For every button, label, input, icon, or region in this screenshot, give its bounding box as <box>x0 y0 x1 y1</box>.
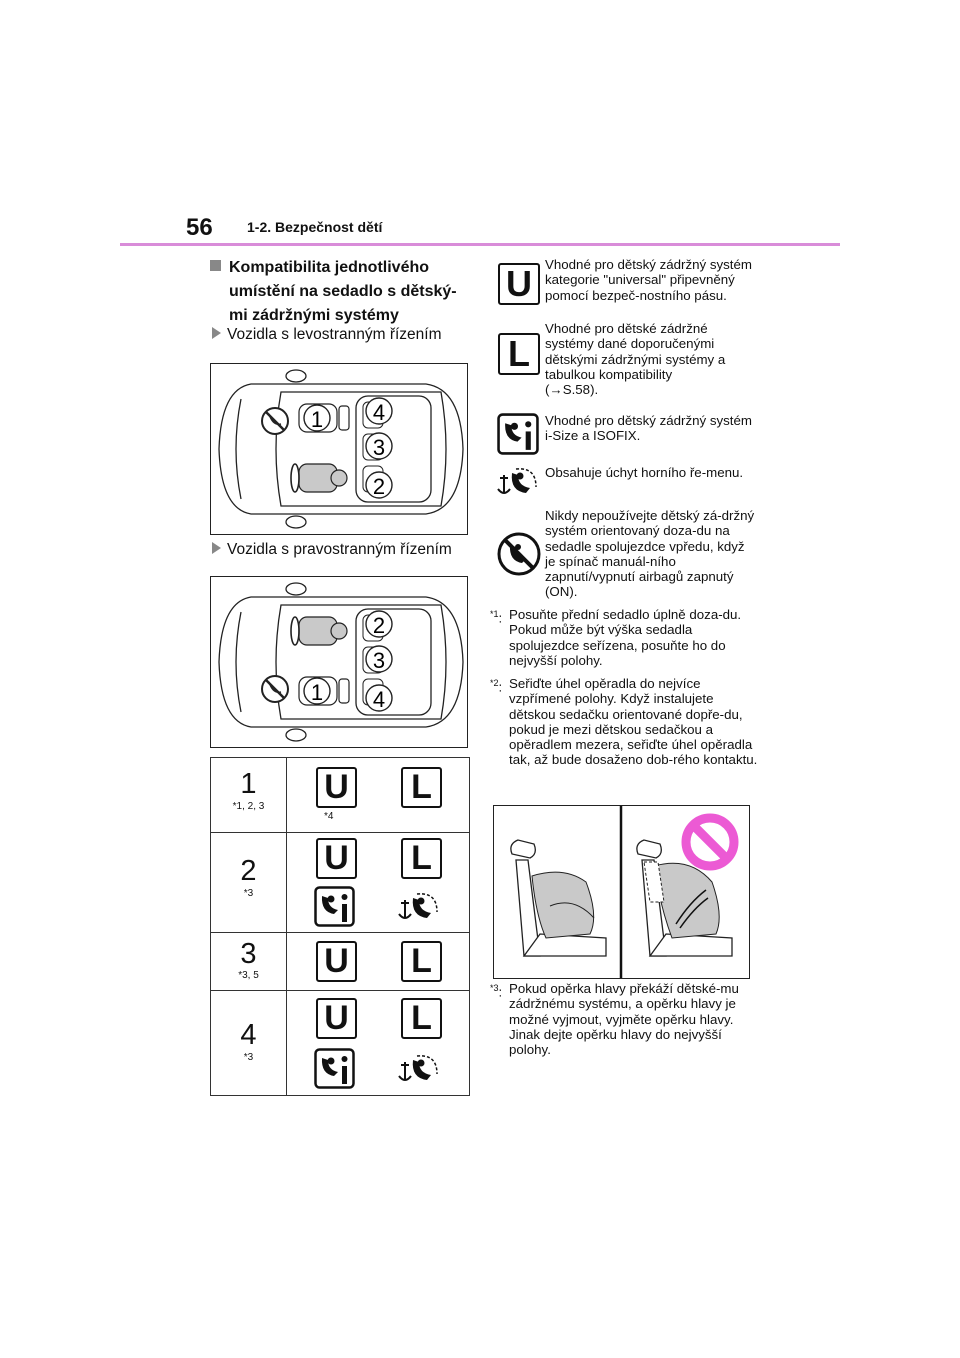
legend-isize: Vhodné pro dětský zádržný systém i-Size a ISOFIX. <box>545 413 752 444</box>
no-rear-facing-airbag-icon <box>496 531 542 577</box>
table-divider <box>211 932 469 933</box>
svg-text:4: 4 <box>372 400 386 425</box>
note-3-text <box>509 981 758 1057</box>
isize-isofix-icon <box>497 413 539 455</box>
seat-note: *3 <box>243 1052 254 1063</box>
anchor-tether-icon <box>397 886 442 927</box>
seat-number: 2 <box>240 855 257 887</box>
seat-note: *3, 5 <box>238 970 259 981</box>
icon-note: *4 <box>324 811 334 822</box>
specific-l-icon: L <box>401 767 442 808</box>
note-3 <box>490 981 758 1057</box>
universal-u-icon: U <box>316 767 357 808</box>
seat-note: *3 <box>243 888 254 899</box>
header-rule <box>120 243 840 246</box>
car-top-view-lhd-icon <box>211 364 467 534</box>
rhd-label: Vozidla s pravostranným řízením <box>227 541 452 558</box>
rhd-subheading <box>212 541 452 559</box>
legend-specific-text: Vhodné pro dětské zádržné systémy dané doporučenými dětskými zádržnými systémy a tabulkou kompatibility <box>545 321 726 382</box>
table-divider <box>211 832 469 833</box>
rhd-car-diagram <box>210 576 468 748</box>
svg-text:2: 2 <box>372 474 386 499</box>
arrow-bullet-icon <box>212 327 221 339</box>
seat-number: 1 <box>240 768 257 800</box>
note-marker: $^{*2}$: <box>490 678 503 695</box>
legend-no-airbag: Nikdy nepoužívejte dětský zá-držný systém orientovaný doza-du na sedadle spolujezdce vpředu, když je spínač manuál-ního zapnutí/vypnutí airbagů zapnutý (ON). <box>545 508 755 600</box>
lhd-subheading <box>212 326 442 344</box>
universal-u-icon: U <box>498 263 540 305</box>
legend-specific <box>545 321 757 397</box>
seat-compatibility-table <box>210 757 470 1096</box>
svg-text:1: 1 <box>310 407 324 432</box>
svg-text:1: 1 <box>310 680 324 705</box>
anchor-tether-icon <box>397 1048 442 1089</box>
table-divider <box>211 990 469 991</box>
universal-u-icon: U <box>316 998 357 1039</box>
heading-text: Kompatibilita jednotlivého umístění na sedadlo s dětský-mi zádržnými systémy <box>229 259 457 324</box>
svg-text:3: 3 <box>372 648 386 673</box>
heading-bullet-icon <box>210 260 221 271</box>
legend-anchor: Obsahuje úchyt horního ře-menu. <box>545 465 744 480</box>
note-1-text: Posuňte přední sedadlo úplně doza-du. Pokud může být výška sedadla spolujezdce seřízena, posuňte ho do nejvyšší polohy. <box>509 607 742 668</box>
isize-isofix-icon <box>314 1048 355 1089</box>
seat-number: 4 <box>240 1019 257 1051</box>
note-3-text-a: Pokud opěrka hlavy překáží dětské-mu zádržnému systému, a opěrku hlavy je možné vyjmout, vyjměte opěrku hlavy. <box>509 981 739 1027</box>
lhd-car-diagram <box>210 363 468 535</box>
legend-specific-ref[interactable]: (→S.58). <box>545 382 599 398</box>
note-3-text-b: Jinak dejte opěrku hlavy do nejvyšší polohy. <box>509 1026 722 1058</box>
isize-isofix-icon <box>314 886 355 927</box>
lhd-label: Vozidla s levostranným řízením <box>227 326 442 343</box>
svg-text:4: 4 <box>372 687 386 712</box>
note-1 <box>490 607 758 668</box>
specific-l-icon: L <box>401 838 442 879</box>
note-marker: $^{*1}$: <box>490 609 503 626</box>
page-number: 56 <box>186 214 213 241</box>
seat-note: *1, 2, 3 <box>232 801 265 812</box>
universal-u-icon: U <box>316 838 357 879</box>
headrest-illustration <box>493 805 750 979</box>
table-divider <box>286 758 287 1095</box>
specific-l-icon: L <box>401 998 442 1039</box>
arrow-bullet-icon <box>212 542 221 554</box>
car-top-view-rhd-icon <box>211 577 467 747</box>
specific-l-icon: L <box>498 333 540 375</box>
svg-text:3: 3 <box>372 435 386 460</box>
note-marker: $^{*3}$: <box>490 983 503 1000</box>
anchor-tether-icon <box>496 461 541 502</box>
universal-u-icon: U <box>316 941 357 982</box>
specific-l-icon: L <box>401 941 442 982</box>
svg-text:2: 2 <box>372 613 386 638</box>
legend-universal: Vhodné pro dětský zádržný systém kategorie "universal" připevněný pomocí bezpeč-nostního pásu. <box>545 257 752 303</box>
seat-number: 3 <box>240 938 257 970</box>
note-2-text: Seřiďte úhel opěradla do nejvíce vzpřímené polohy. Když instalujete dětskou sedačku orientované dopře-du, pokud je mezi dětskou sedačkou a opěradlem mezera, seřiďte úhel opěradla tak, až bude dosaženo dob-rého kontaktu. <box>509 676 758 768</box>
section-title: 1-2. Bezpečnost dětí <box>247 219 383 235</box>
note-2 <box>490 676 758 768</box>
